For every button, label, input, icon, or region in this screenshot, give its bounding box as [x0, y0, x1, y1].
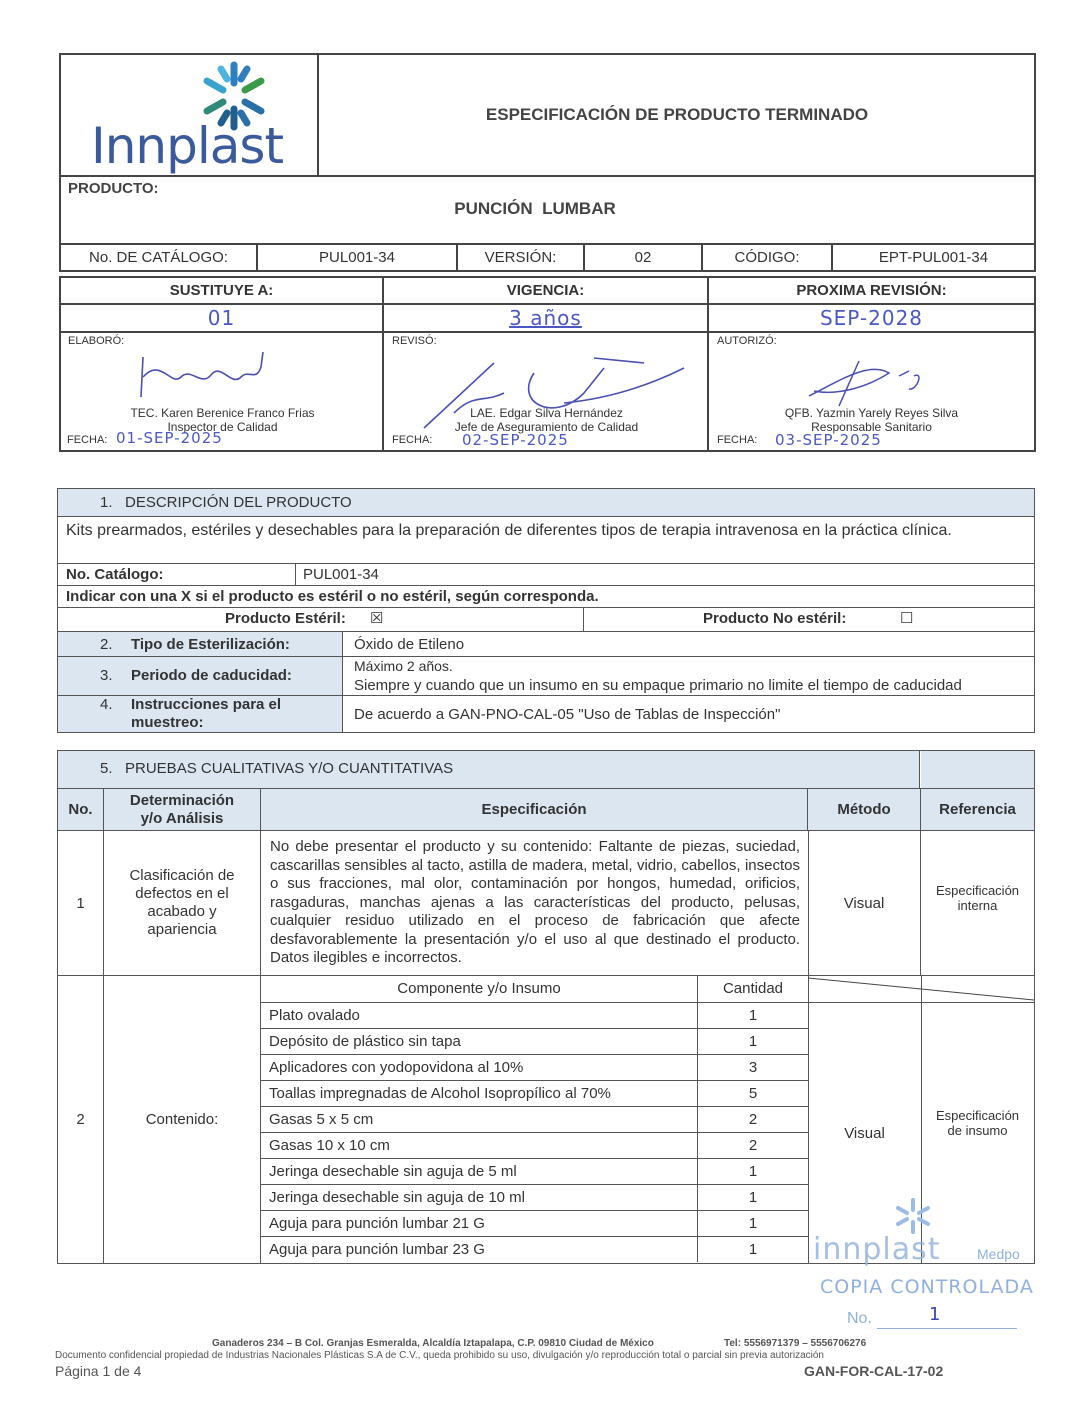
fecha-label: FECHA: — [717, 434, 758, 446]
stamp-logo-text: innplast — [813, 1232, 941, 1267]
col-header-no: No. — [58, 789, 104, 830]
item-num: 2. — [100, 636, 113, 653]
vigencia-label: VIGENCIA: — [384, 278, 709, 305]
codigo-label: CÓDIGO: — [703, 245, 833, 270]
component-qty: 1 — [698, 1184, 809, 1210]
logo-text: Innplast — [91, 117, 284, 175]
fecha-label: FECHA: — [392, 434, 433, 446]
version-label: VERSIÓN: — [458, 245, 585, 270]
role-label: AUTORIZÓ: — [717, 335, 777, 347]
footer-address: Ganaderos 234 – B Col. Granjas Esmeralda, Alcaldía Iztapalapa, C.P. 09810 Ciudad de México — [212, 1338, 654, 1349]
component-name: Jeringa desechable sin aguja de 10 ml — [261, 1184, 698, 1210]
page-number: Página 1 de 4 — [55, 1363, 142, 1379]
item-value-2: Siempre y cuando que un insumo en su empaque primario no limite el tiempo de caducidad — [354, 677, 962, 694]
codigo-value: EPT-PUL001-34 — [878, 249, 989, 266]
vigencia-value: 3 años — [384, 305, 709, 333]
table-row — [261, 1236, 808, 1262]
row2-det: Contenido: — [104, 976, 261, 1263]
table-row — [261, 1054, 808, 1080]
proxima-label: PROXIMA REVISIÓN: — [709, 278, 1034, 305]
table-row — [261, 1002, 808, 1028]
signature-autorizo — [709, 333, 1034, 450]
item-label: Tipo de Esterilización: — [131, 636, 290, 653]
component-qty: 1 — [698, 1002, 809, 1028]
item-num: 3. — [100, 667, 113, 684]
catalogo-value: PUL001-34 — [303, 566, 379, 583]
signer-title: Jefe de Aseguramiento de Calidad — [454, 420, 639, 434]
signer-title: Inspector de Calidad — [167, 420, 278, 434]
esteril-label: Producto Estéril: — [225, 610, 346, 627]
row2-ref: Especificación de insumo — [935, 1108, 1020, 1138]
component-name: Aguja para punción lumbar 21 G — [261, 1210, 698, 1236]
item-value: De acuerdo a GAN-PNO-CAL-05 "Uso de Tablas de Inspección" — [354, 706, 781, 723]
table-row — [261, 1158, 808, 1184]
col-header-metodo: Método — [808, 789, 921, 830]
stamp-logo-icon — [895, 1198, 931, 1234]
divider — [61, 175, 1034, 177]
table-row — [261, 1184, 808, 1210]
stamp-no-label: No. — [847, 1310, 872, 1327]
item-label: Periodo de caducidad: — [131, 667, 292, 684]
table-row — [261, 1210, 808, 1236]
section5-title: 5. PRUEBAS CUALITATIVAS Y/O CUANTITATIVAS — [58, 751, 920, 788]
role-label: REVISÓ: — [392, 335, 437, 347]
esteril-instruction: Indicar con una X si el producto es estéril o no estéril, según corresponda. — [66, 588, 599, 605]
producto-label: PRODUCTO: — [68, 180, 159, 197]
strike-line — [808, 976, 1034, 1002]
footer-tel: Tel: 5556971379 – 5556706276 — [724, 1338, 867, 1349]
table-row — [261, 1028, 808, 1054]
col-header-spec: Especificación — [261, 789, 808, 830]
divider — [58, 656, 1034, 657]
component-name: Gasas 5 x 5 cm — [261, 1106, 698, 1132]
row1-spec: No debe presentar el producto y su contenido: Faltante de piezas, suciedad, cascarillas sensibles al tacto, astilla de madera, metal, vidrio, cabellos, insectos o sus fracciones, mal olor, contaminación por hongos, humedad, orificios, rasgaduras, manchas ajenas a las características del producto, pelusas, cualquier residuo utilizado en el proceso de fabricación que afecte desfavorablemente la presentación y/o el uso al que destinado el producto. Datos ilegibles e incorrectos. — [270, 838, 800, 966]
proxima-value: SEP-2028 — [709, 305, 1034, 333]
form-code: GAN-FOR-CAL-17-02 — [804, 1363, 944, 1379]
logo-cell — [61, 55, 319, 175]
stamp-text: COPIA CONTROLADA — [820, 1276, 1034, 1298]
fecha-label: FECHA: — [67, 434, 108, 446]
item-label: Instrucciones para el muestreo: — [131, 696, 282, 731]
fecha-value: 03-SEP-2025 — [775, 431, 882, 449]
sustituye-label: SUSTITUYE A: — [61, 278, 384, 305]
component-name: Gasas 10 x 10 cm — [261, 1132, 698, 1158]
footer-confidential: Documento confidencial propiedad de Industrias Nacionales Plásticas S.A de C.V., queda prohibido su uso, divulgación y/o reproducción total o parcial sin previa autorización — [55, 1350, 824, 1361]
component-name: Aplicadores con yodopovidona al 10% — [261, 1054, 698, 1080]
esteril-checkbox[interactable]: ☒ — [370, 610, 384, 627]
row1-det: Clasificación de defectos en el acabado y apariencia — [104, 831, 261, 975]
component-qty: 1 — [698, 1210, 809, 1236]
component-name: Jeringa desechable sin aguja de 5 ml — [261, 1158, 698, 1184]
product-description: Kits prearmados, estériles y desechables para la preparación de diferentes tipos de terapia intravenosa en la práctica clínica. — [66, 522, 952, 539]
row1-no: 1 — [58, 831, 104, 975]
component-name: Toallas impregnadas de Alcohol Isopropílico al 70% — [261, 1080, 698, 1106]
item-value: Óxido de Etileno — [354, 636, 465, 653]
catalogo-label: No. DE CATÁLOGO: — [61, 245, 258, 270]
signature-scribble — [799, 351, 929, 411]
row2-no: 2 — [58, 976, 104, 1263]
signature-elaboro — [61, 333, 384, 450]
component-qty: 3 — [698, 1054, 809, 1080]
row1-metodo: Visual — [808, 831, 921, 975]
stamp-sub-text: Medpo — [977, 1246, 1020, 1262]
components-header-row — [261, 976, 808, 1002]
comp-header: Componente y/o Insumo — [261, 976, 698, 1002]
component-qty: 1 — [748, 1240, 758, 1258]
role-label: ELABORÓ: — [68, 335, 125, 347]
component-name: Plato ovalado — [261, 1002, 698, 1028]
divider — [583, 607, 584, 631]
divider — [58, 585, 1034, 586]
component-qty: 5 — [698, 1080, 809, 1106]
row2-metodo: Visual — [844, 1124, 885, 1142]
col-header-ref: Referencia — [921, 789, 1034, 830]
fecha-value: 01-SEP-2025 — [116, 429, 223, 447]
item-value: Máximo 2 años. — [354, 658, 453, 674]
component-qty: 2 — [698, 1132, 809, 1158]
section5-title-ref-cell — [921, 751, 1034, 788]
row1-ref: Especificación interna — [935, 883, 1020, 913]
signature-reviso — [384, 333, 709, 450]
catalogo-value: PUL001-34 — [258, 245, 458, 270]
component-qty: 2 — [698, 1106, 809, 1132]
divider — [295, 563, 296, 585]
divider — [58, 607, 1034, 608]
signature-scribble — [131, 347, 271, 407]
version-value: 02 — [585, 245, 703, 270]
producto-value: PUNCIÓN LUMBAR — [454, 199, 616, 218]
component-name: Aguja para punción lumbar 23 G — [261, 1236, 698, 1262]
signer-name: QFB. Yazmin Yarely Reyes Silva — [784, 406, 959, 420]
stamp-no-value: 1 — [929, 1304, 942, 1325]
sustituye-value: 01 — [61, 305, 384, 333]
fecha-value: 02-SEP-2025 — [462, 431, 569, 449]
signer-name: LAE. Edgar Silva Hernández — [470, 406, 623, 420]
item-num: 4. — [100, 696, 113, 713]
section1-title: 1. DESCRIPCIÓN DEL PRODUCTO — [58, 489, 1034, 517]
component-name: Depósito de plástico sin tapa — [261, 1028, 698, 1054]
col-header-det: Determinación y/o Análisis — [104, 789, 261, 830]
stamp-no-line — [877, 1328, 1017, 1329]
doc-title: ESPECIFICACIÓN DE PRODUCTO TERMINADO — [485, 105, 869, 124]
table-row — [261, 1080, 808, 1106]
signer-name: TEC. Karen Berenice Franco Frias — [130, 406, 315, 420]
no-esteril-label: Producto No estéril: — [703, 610, 847, 627]
signer-title: Responsable Sanitario — [811, 420, 932, 434]
qty-header: Cantidad — [698, 976, 809, 1002]
table-row — [261, 1106, 808, 1132]
catalogo-label: No. Catálogo: — [66, 566, 164, 583]
components-table — [261, 976, 808, 1262]
component-qty: 1 — [698, 1028, 809, 1054]
table-row — [261, 1132, 808, 1158]
no-esteril-checkbox[interactable]: ☐ — [900, 610, 914, 627]
divider — [58, 563, 1034, 564]
component-qty: 1 — [698, 1158, 809, 1184]
controlled-copy-stamp — [805, 1198, 1055, 1338]
